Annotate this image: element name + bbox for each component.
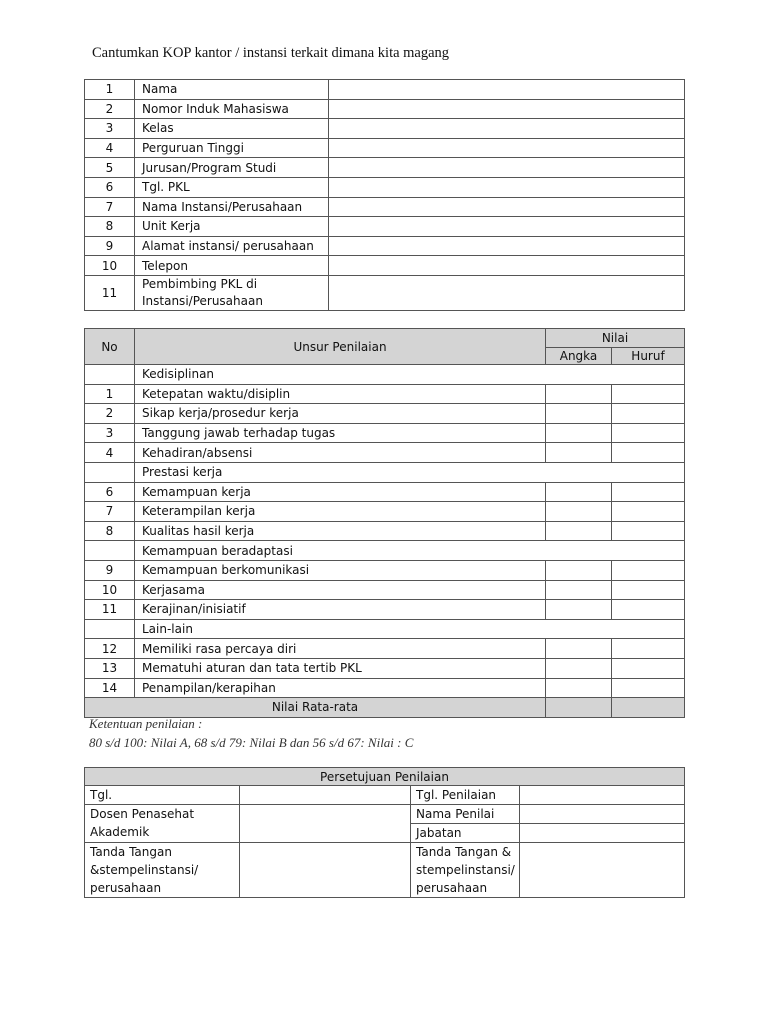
criteria-label: Kemampuan kerja: [135, 482, 546, 502]
score-angka-cell[interactable]: [546, 404, 612, 424]
approval-title: Persetujuan Penilaian: [85, 768, 685, 786]
identity-row: [85, 138, 685, 158]
header-huruf: Huruf: [612, 348, 685, 365]
assessment-table: [84, 328, 685, 718]
approval-label: Tanda Tangan & stempelinstansi/ perusahaan: [411, 843, 520, 898]
score-angka-cell[interactable]: [546, 482, 612, 502]
criteria-row: [85, 423, 685, 443]
score-huruf-cell[interactable]: [612, 639, 685, 659]
field-label: Alamat instansi/ perusahaan: [135, 236, 329, 256]
average-huruf-cell[interactable]: [612, 698, 685, 718]
category-row: [85, 541, 685, 561]
category-row: [85, 619, 685, 639]
page-heading: Cantumkan KOP kantor / instansi terkait dimana kita magang: [92, 45, 450, 61]
criteria-label: Kerjasama: [135, 580, 546, 600]
identity-row: [85, 217, 685, 237]
approval-value[interactable]: [520, 824, 685, 843]
criteria-number: 6: [85, 482, 135, 502]
criteria-row: [85, 482, 685, 502]
field-label: Tgl. PKL: [135, 177, 329, 197]
approval-label: Dosen Penasehat Akademik: [85, 805, 240, 843]
identity-row: [85, 256, 685, 276]
identity-table: [84, 79, 685, 311]
category-row: [85, 462, 685, 482]
category-row: [85, 365, 685, 385]
criteria-number: 1: [85, 384, 135, 404]
score-huruf-cell[interactable]: [612, 384, 685, 404]
score-angka-cell[interactable]: [546, 521, 612, 541]
field-label: Nama: [135, 80, 329, 100]
approval-value[interactable]: [520, 786, 685, 805]
identity-row: [85, 275, 685, 310]
category-spacer: [85, 619, 135, 639]
score-huruf-cell[interactable]: [612, 521, 685, 541]
average-angka-cell[interactable]: [546, 698, 612, 718]
score-angka-cell[interactable]: [546, 658, 612, 678]
approval-value[interactable]: [520, 843, 685, 898]
score-huruf-cell[interactable]: [612, 502, 685, 522]
criteria-row: [85, 600, 685, 620]
criteria-number: 12: [85, 639, 135, 659]
score-angka-cell[interactable]: [546, 639, 612, 659]
approval-value[interactable]: [240, 786, 411, 805]
field-value[interactable]: [329, 177, 685, 197]
row-number: 10: [85, 256, 135, 276]
row-number: 8: [85, 217, 135, 237]
field-value[interactable]: [329, 119, 685, 139]
criteria-number: 10: [85, 580, 135, 600]
score-huruf-cell[interactable]: [612, 600, 685, 620]
category-label: Lain-lain: [135, 619, 685, 639]
field-label: Pembimbing PKL di Instansi/Perusahaan: [135, 275, 329, 310]
average-label: Nilai Rata-rata: [85, 698, 546, 718]
header-angka: Angka: [546, 348, 612, 365]
criteria-label: Memiliki rasa percaya diri: [135, 639, 546, 659]
field-label: Perguruan Tinggi: [135, 138, 329, 158]
criteria-row: [85, 678, 685, 698]
approval-value[interactable]: [520, 805, 685, 824]
score-angka-cell[interactable]: [546, 600, 612, 620]
grading-note-rules: 80 s/d 100: Nilai A, 68 s/d 79: Nilai B dan 56 s/d 67: Nilai : C: [89, 735, 414, 750]
identity-row: [85, 236, 685, 256]
field-value[interactable]: [329, 197, 685, 217]
criteria-number: 14: [85, 678, 135, 698]
approval-table: [84, 767, 685, 898]
approval-label: Jabatan: [411, 824, 520, 843]
criteria-number: 11: [85, 600, 135, 620]
approval-label: Nama Penilai: [411, 805, 520, 824]
row-number: 3: [85, 119, 135, 139]
criteria-label: Kerajinan/inisiatif: [135, 600, 546, 620]
criteria-label: Keterampilan kerja: [135, 502, 546, 522]
criteria-number: 8: [85, 521, 135, 541]
identity-row: [85, 80, 685, 100]
score-angka-cell[interactable]: [546, 443, 612, 463]
row-number: 4: [85, 138, 135, 158]
row-number: 5: [85, 158, 135, 178]
field-value[interactable]: [329, 80, 685, 100]
category-label: Prestasi kerja: [135, 462, 685, 482]
criteria-number: 7: [85, 502, 135, 522]
score-huruf-cell[interactable]: [612, 658, 685, 678]
criteria-row: [85, 502, 685, 522]
criteria-row: [85, 580, 685, 600]
header-no: No: [85, 329, 135, 365]
criteria-row: [85, 521, 685, 541]
score-angka-cell[interactable]: [546, 580, 612, 600]
average-row: [85, 698, 685, 718]
field-label: Nomor Induk Mahasiswa: [135, 99, 329, 119]
criteria-label: Ketepatan waktu/disiplin: [135, 384, 546, 404]
field-label: Kelas: [135, 119, 329, 139]
field-value[interactable]: [329, 99, 685, 119]
row-number: 2: [85, 99, 135, 119]
score-huruf-cell[interactable]: [612, 404, 685, 424]
criteria-row: [85, 639, 685, 659]
identity-row: [85, 99, 685, 119]
row-number: 11: [85, 275, 135, 310]
field-value[interactable]: [329, 256, 685, 276]
criteria-row: [85, 560, 685, 580]
score-angka-cell[interactable]: [546, 678, 612, 698]
row-number: 1: [85, 80, 135, 100]
field-label: Jurusan/Program Studi: [135, 158, 329, 178]
score-angka-cell[interactable]: [546, 384, 612, 404]
criteria-label: Kemampuan berkomunikasi: [135, 560, 546, 580]
identity-row: [85, 197, 685, 217]
header-unsur-penilaian: Unsur Penilaian: [135, 329, 546, 365]
criteria-number: 2: [85, 404, 135, 424]
approval-label: Tgl.: [85, 786, 240, 805]
approval-label: Tanda Tangan &stempelinstansi/ perusahaan: [85, 843, 240, 898]
identity-row: [85, 119, 685, 139]
field-label: Unit Kerja: [135, 217, 329, 237]
criteria-number: 13: [85, 658, 135, 678]
header-nilai: Nilai: [546, 329, 685, 348]
criteria-label: Tanggung jawab terhadap tugas: [135, 423, 546, 443]
score-angka-cell[interactable]: [546, 560, 612, 580]
field-label: Telepon: [135, 256, 329, 276]
category-label: Kedisiplinan: [135, 365, 685, 385]
field-value[interactable]: [329, 236, 685, 256]
field-value[interactable]: [329, 275, 685, 310]
criteria-row: [85, 404, 685, 424]
score-huruf-cell[interactable]: [612, 678, 685, 698]
score-huruf-cell[interactable]: [612, 560, 685, 580]
field-value[interactable]: [329, 217, 685, 237]
identity-row: [85, 158, 685, 178]
row-number: 7: [85, 197, 135, 217]
field-label: Nama Instansi/Perusahaan: [135, 197, 329, 217]
row-number: 9: [85, 236, 135, 256]
score-angka-cell[interactable]: [546, 423, 612, 443]
criteria-label: Kualitas hasil kerja: [135, 521, 546, 541]
criteria-label: Mematuhi aturan dan tata tertib PKL: [135, 658, 546, 678]
category-label: Kemampuan beradaptasi: [135, 541, 685, 561]
criteria-number: 3: [85, 423, 135, 443]
approval-value[interactable]: [240, 805, 411, 843]
row-number: 6: [85, 177, 135, 197]
score-huruf-cell[interactable]: [612, 423, 685, 443]
criteria-row: [85, 443, 685, 463]
criteria-label: Penampilan/kerapihan: [135, 678, 546, 698]
criteria-number: 4: [85, 443, 135, 463]
criteria-row: [85, 658, 685, 678]
criteria-number: 9: [85, 560, 135, 580]
criteria-label: Sikap kerja/prosedur kerja: [135, 404, 546, 424]
score-angka-cell[interactable]: [546, 502, 612, 522]
score-huruf-cell[interactable]: [612, 580, 685, 600]
criteria-row: [85, 384, 685, 404]
approval-value[interactable]: [240, 843, 411, 898]
criteria-label: Kehadiran/absensi: [135, 443, 546, 463]
category-spacer: [85, 541, 135, 561]
category-spacer: [85, 365, 135, 385]
category-spacer: [85, 462, 135, 482]
identity-row: [85, 177, 685, 197]
field-value[interactable]: [329, 158, 685, 178]
approval-label: Tgl. Penilaian: [411, 786, 520, 805]
grading-note-title: Ketentuan penilaian :: [89, 716, 203, 731]
score-huruf-cell[interactable]: [612, 482, 685, 502]
field-value[interactable]: [329, 138, 685, 158]
score-huruf-cell[interactable]: [612, 443, 685, 463]
